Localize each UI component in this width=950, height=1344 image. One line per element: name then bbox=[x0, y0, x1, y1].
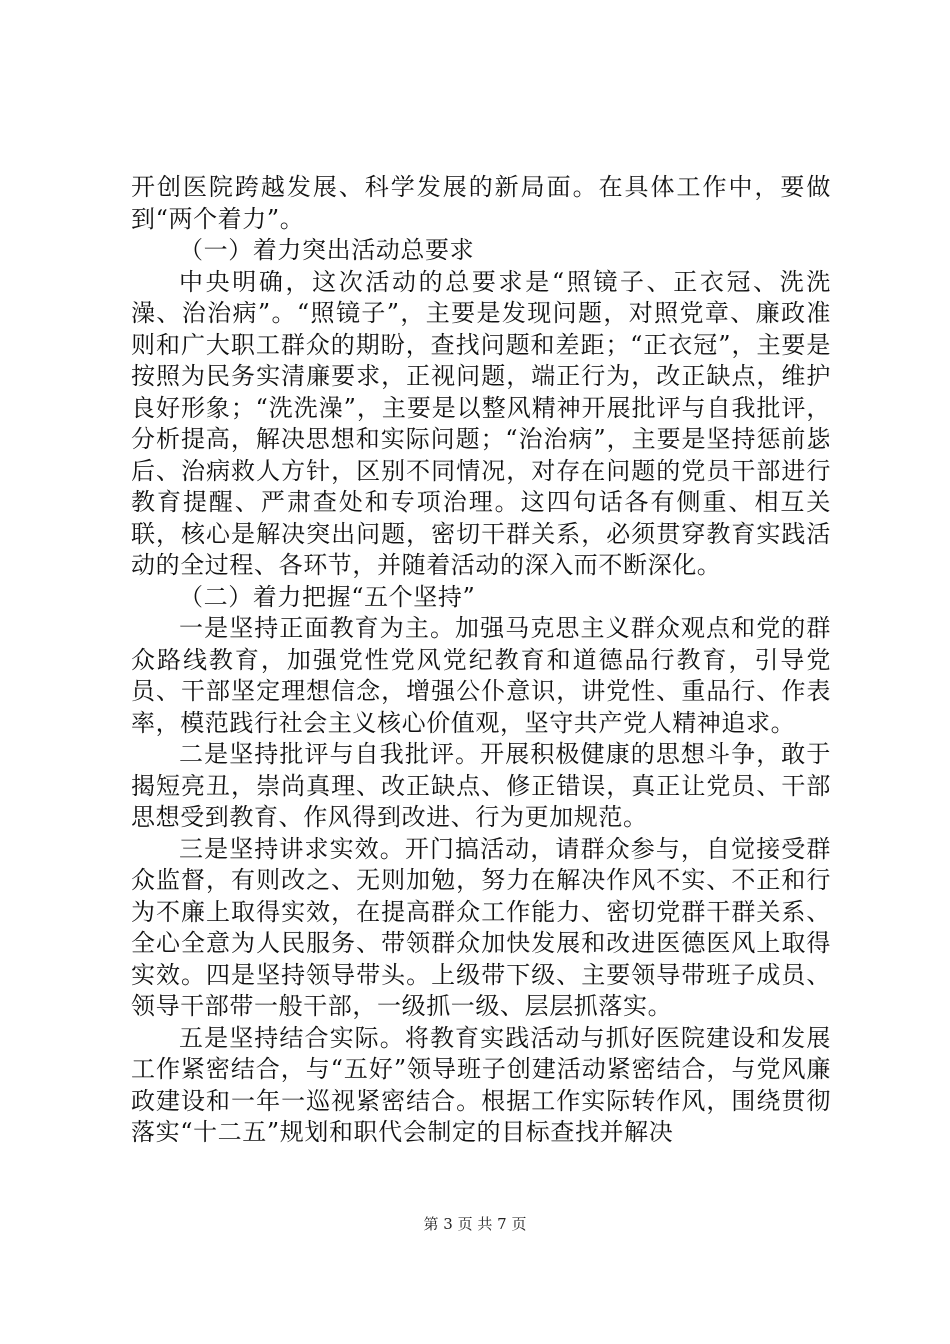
paragraph-point-5: 五是坚持结合实际。将教育实践活动与抓好医院建设和发展工作紧密结合，与“五好”领导班子创建活动紧密结合，与党风廉政建设和一年一巡视紧密结合。根据工作实际转作风，围绕贯彻落实“十二五”规划和职代会制定的目标查找并解决 bbox=[131, 1023, 831, 1146]
paragraph-point-2: 二是坚持批评与自我批评。开展积极健康的思想斗争，敢于揭短亮丑，崇尚真理、改正缺点、修正错误，真正让党员、干部思想受到教育、作风得到改进、行为更加规范。 bbox=[131, 740, 831, 831]
section-heading-1: （一）着力突出活动总要求 bbox=[179, 236, 475, 264]
page-number-footer: 第 3 页 共 7 页 bbox=[423, 1215, 527, 1233]
section-heading-2: （二）着力把握“五个坚持” bbox=[179, 582, 476, 611]
paragraph-point-3-4: 三是坚持讲求实效。开门搞活动，请群众参与，自觉接受群众监督，有则改之、无则加勉，努力在解决作风不实、不正和行为不廉上取得实效，在提高群众工作能力、密切党群干群关系、全心全意为人民服务、带领群众加快发展和改进医德医风上取得实效。四是坚持领导带头。上级带下级、主要领导带班子成员、领导干部带一般干部，一级抓一级、层层抓落实。 bbox=[131, 834, 831, 1020]
paragraph-general-requirements: 中央明确，这次活动的总要求是“照镜子、正衣冠、洗洗澡、治治病”。“照镜子”，主要是发现问题，对照党章、廉政准则和广大职工群众的期盼，查找问题和差距；“正衣冠”，主要是按照为民务实清廉要求，正视问题，端正行为，改正缺点，维护良好形象；“洗洗澡”，主要是以整风精神开展批评与自我批评，分析提高，解决思想和实际问题；“治治病”，主要是坚持惩前毖后、治病救人方针，区别不同情况，对存在问题的党员干部进行教育提醒、严肃查处和专项治理。这四句话各有侧重、相互关联，核心是解决突出问题，密切干群关系，必须贯穿教育实践活动的全过程、各环节，并随着活动的深入而不断深化。 bbox=[131, 267, 831, 579]
document-body bbox=[131, 172, 831, 1149]
paragraph-continuation: 开创医院跨越发展、科学发展的新局面。在具体工作中，要做到“两个着力”。 bbox=[131, 173, 831, 233]
paragraph-point-1: 一是坚持正面教育为主。加强马克思主义群众观点和党的群众路线教育，加强党性党风党纪教育和道德品行教育，引导党员、干部坚定理想信念，增强公仆意识，讲党性、重品行、作表率，模范践行社会主义核心价值观，坚守共产党人精神追求。 bbox=[131, 614, 831, 737]
